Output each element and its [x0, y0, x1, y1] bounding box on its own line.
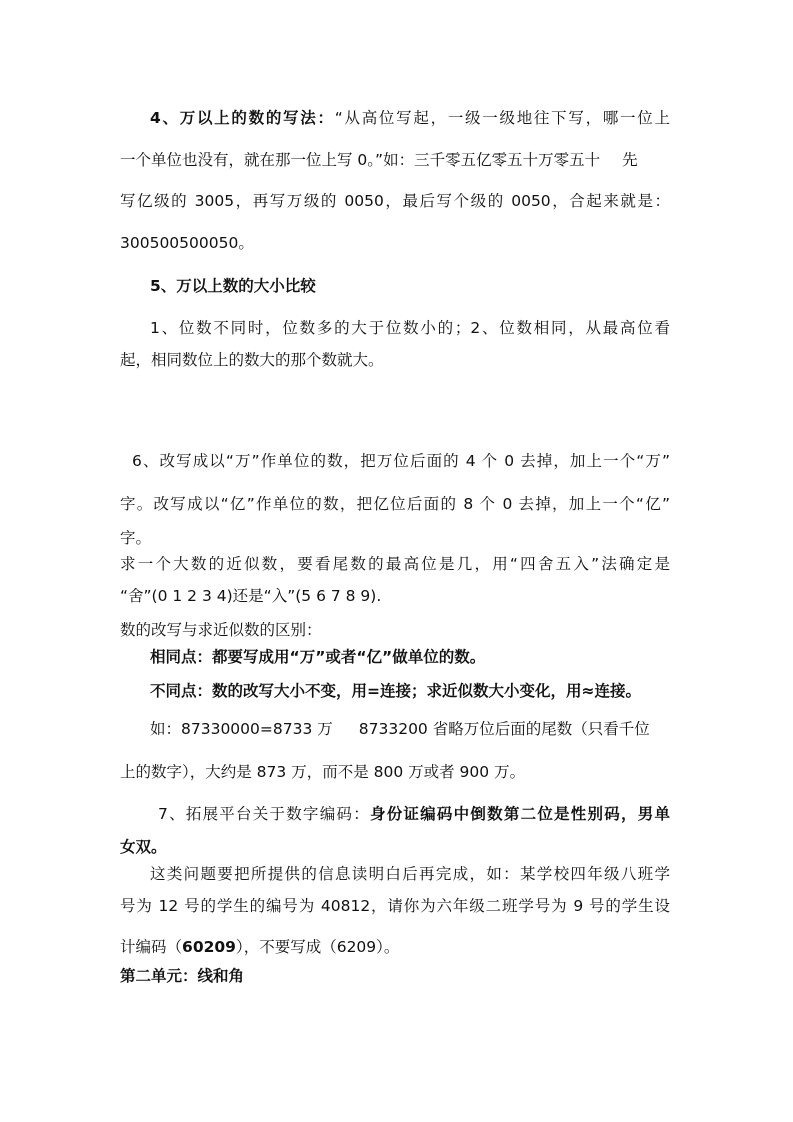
example-line2: 上的数字），大约是 873 万，而不是 800 万或者 900 万。 — [120, 763, 526, 781]
sec4-line4: 300500500050。 — [120, 234, 254, 252]
example-part-b: 8733200 省略万位后面的尾数（只看千位 — [358, 720, 650, 738]
sec7-para3 — [120, 937, 399, 957]
sec6-line2: 字。改写成以“亿”作单位的数，把亿位后面的 8 个 0 去掉，加上一个“亿” — [120, 495, 670, 513]
sec4-heading: 4、万以上的数的写法： — [150, 109, 335, 127]
sec4-line3: 写亿级的 3005，再写万级的 0050，最后写个级的 0050，合起来就是： — [120, 192, 670, 210]
sec4-line2-text: 一个单位也没有，就在那一位上写 0。”如：三千零五亿零五十万零五十 — [120, 151, 601, 169]
sec4-line1 — [150, 108, 670, 128]
sec4-line2 — [120, 150, 638, 170]
example-part-a: 如：87330000=8733 万 — [150, 720, 333, 738]
unit2-title: 第二单元：线和角 — [120, 967, 245, 985]
sec7-bold-text: 身份证编码中倒数第二位是性别码，男单 — [369, 805, 670, 823]
different-point: 不同点：数的改写大小不变，用=连接；求近似数大小变化，用≈连接。 — [150, 682, 641, 700]
sec7-heading: 7、拓展平台关于数字编码： — [158, 805, 370, 823]
sec5-line1: 1、位数不同时，位数多的大于位数小的；2、位数相同，从最高位看 — [150, 319, 670, 337]
sec4-line1-text: “从高位写起，一级一级地往下写，哪一位上 — [334, 109, 670, 127]
example-line1 — [150, 719, 650, 739]
sec7-para3-start: 计编码（ — [120, 938, 183, 956]
sec4-line2-end: 先 — [622, 151, 638, 169]
code-digit: 6 — [182, 938, 193, 956]
approx-line1: 求一个大数的近似数，要看尾数的最高位是几，用“四舍五入”法确定是 — [120, 555, 670, 573]
sec5-title: 5、万以上数的大小比较 — [150, 277, 316, 295]
sec6-line3: 字。 — [120, 529, 152, 547]
same-point: 相同点：都要写成用“万”或者“亿”做单位的数。 — [150, 648, 486, 666]
diff-title: 数的改写与求近似数的区别： — [120, 621, 322, 639]
sec7-para2: 号为 12 号的学生的编号为 40812，请你为六年级二班学号为 9 号的学生设 — [120, 897, 670, 915]
sec6-line1: 6、改写成以“万”作单位的数，把万位后面的 4 个 0 去掉，加上一个“万” — [132, 452, 670, 470]
sec7-para1: 这类问题要把所提供的信息读明白后再完成，如：某学校四年级八班学 — [150, 865, 670, 883]
code-rest: 0209 — [192, 938, 236, 956]
sec7-para3-end: ），不要写成（6209）。 — [235, 938, 400, 956]
sec7-line2: 女双。 — [120, 838, 167, 856]
approx-line2: “舍”(0 1 2 3 4)还是“入”(5 6 7 8 9). — [120, 587, 382, 605]
sec5-line2: 起，相同数位上的数大的那个数就大。 — [120, 351, 384, 369]
sec7-line1 — [158, 804, 670, 824]
